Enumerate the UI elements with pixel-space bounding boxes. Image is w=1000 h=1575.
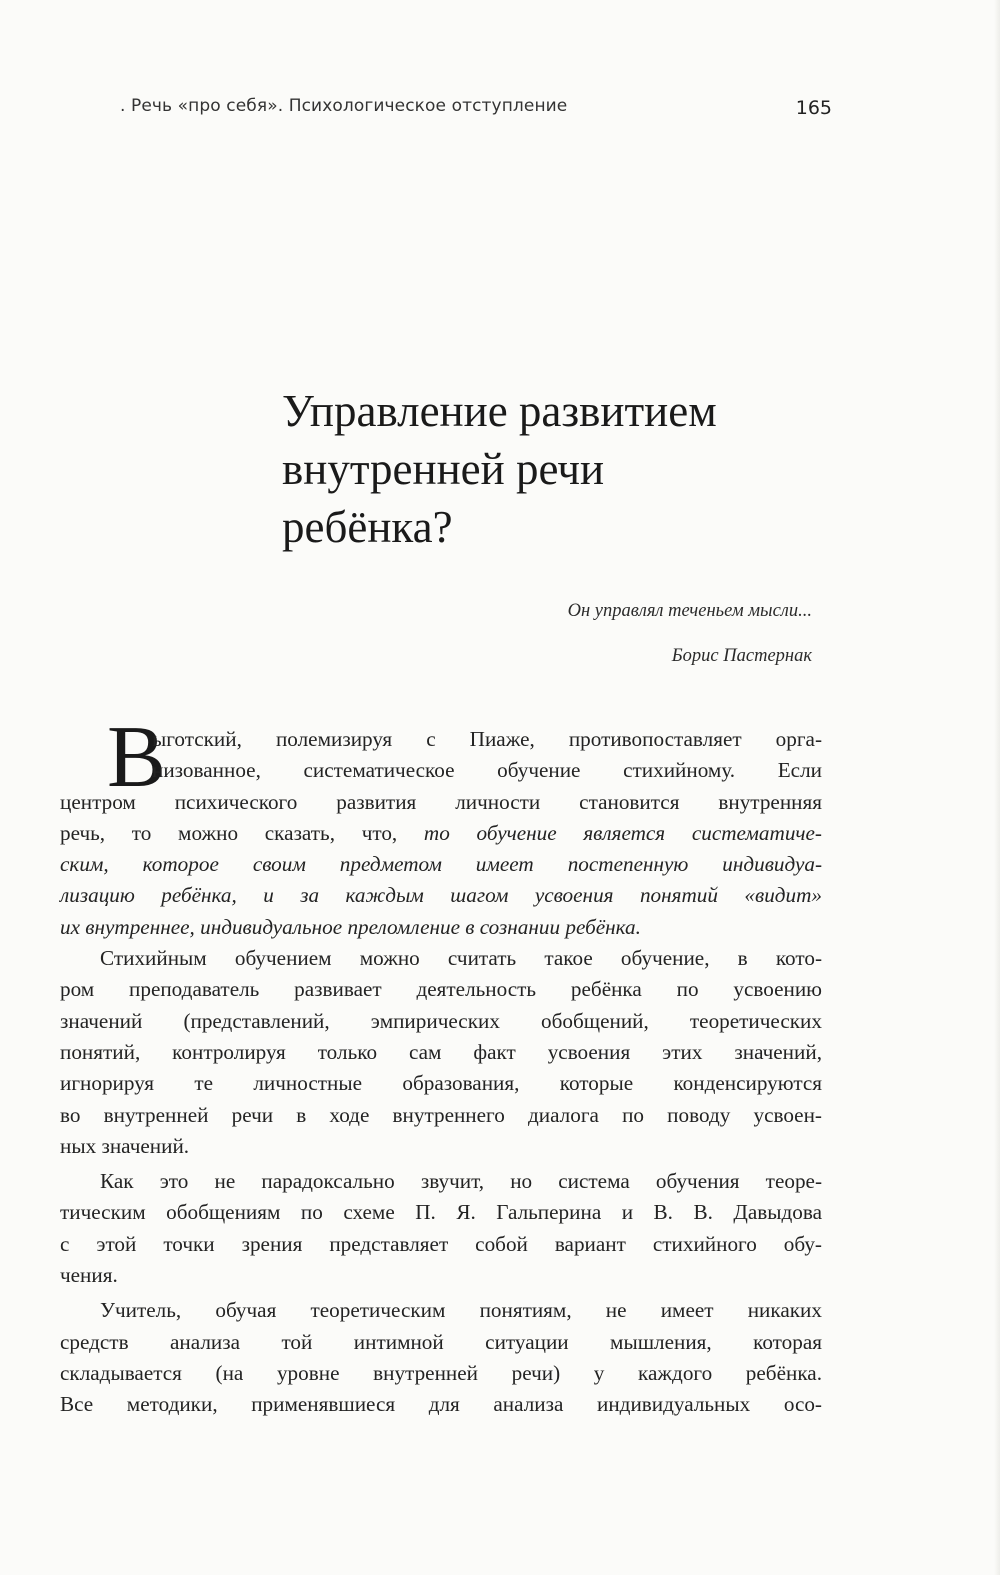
chapter-title-line: ребёнка?	[282, 502, 453, 552]
emphasis: то обучение является систематиче-	[423, 820, 822, 845]
body-line-italic	[60, 849, 822, 880]
body-line: Стихийным обучением можно считать такое обучение, в кото-	[100, 946, 822, 971]
body-line: во внутренней речи в ходе внутреннего диалога по поводу усвоен-	[60, 1102, 822, 1127]
epigraph	[568, 600, 812, 667]
chapter-title	[282, 382, 842, 556]
body-line: складывается (на уровне внутренней речи) у каждого ребёнка.	[60, 1360, 822, 1385]
body-line: Как это не парадоксально звучит, но система обучения теоре-	[100, 1169, 822, 1194]
body-line-italic	[60, 880, 822, 911]
body-line: с этой точки зрения представляет собой вариант стихийного обу-	[60, 1231, 822, 1256]
epigraph-quote: Он управлял теченьем мысли...	[567, 601, 812, 621]
body-line: Все методики, применявшиеся для анализа индивидуальных осо-	[60, 1392, 822, 1417]
body-line-italic	[60, 912, 822, 943]
drop-cap: В	[107, 709, 166, 806]
scan-edge	[994, 0, 1000, 1575]
chapter-title-line: Управление развитием	[282, 386, 717, 436]
emphasis: лизацию ребёнка, и за каждым шагом усвоения понятий «видит»	[60, 883, 822, 908]
body-line: Учитель, обучая теоретическим понятиям, не имеет никаких	[100, 1298, 822, 1323]
body-line: ыготский, полемизируя с Пиаже, противопоставляет орга-	[152, 727, 822, 751]
chapter-title-line: внутренней речи	[282, 444, 605, 494]
page-number: 165	[795, 97, 832, 119]
emphasis: ским, которое своим предметом имеет постепенную индивидуа-	[60, 852, 822, 877]
body-text	[60, 724, 822, 1421]
body-line: значений (представлений, эмпирических обобщений, теоретических	[60, 1008, 822, 1033]
body-line: чения.	[60, 1263, 118, 1288]
running-head: . Речь «про себя». Психологическое отступление	[120, 96, 568, 116]
epigraph-author: Борис Пастернак	[671, 646, 812, 666]
body-line-start: речь, то можно сказать, что,	[60, 820, 424, 845]
body-line: игнорируя те личностные образования, которые конденсируются	[60, 1071, 822, 1096]
body-line: средств анализа той интимной ситуации мышления, которая	[60, 1329, 822, 1354]
body-line: ных значений.	[60, 1133, 190, 1158]
body-line	[60, 818, 822, 849]
body-line: низованное, систематическое обучение стихийному. Если	[152, 758, 822, 783]
emphasis: их внутреннее, индивидуальное преломление в сознании ребёнка.	[60, 914, 641, 939]
body-line: центром психического развития личности становится внутренняя	[60, 789, 822, 814]
body-line: тическим обобщениям по схеме П. Я. Гальперина и В. В. Давыдова	[60, 1200, 822, 1225]
body-line: понятий, контролируя только сам факт усвоения этих значений,	[60, 1039, 822, 1064]
body-line: ром преподаватель развивает деятельность ребёнка по усвоению	[60, 977, 822, 1002]
